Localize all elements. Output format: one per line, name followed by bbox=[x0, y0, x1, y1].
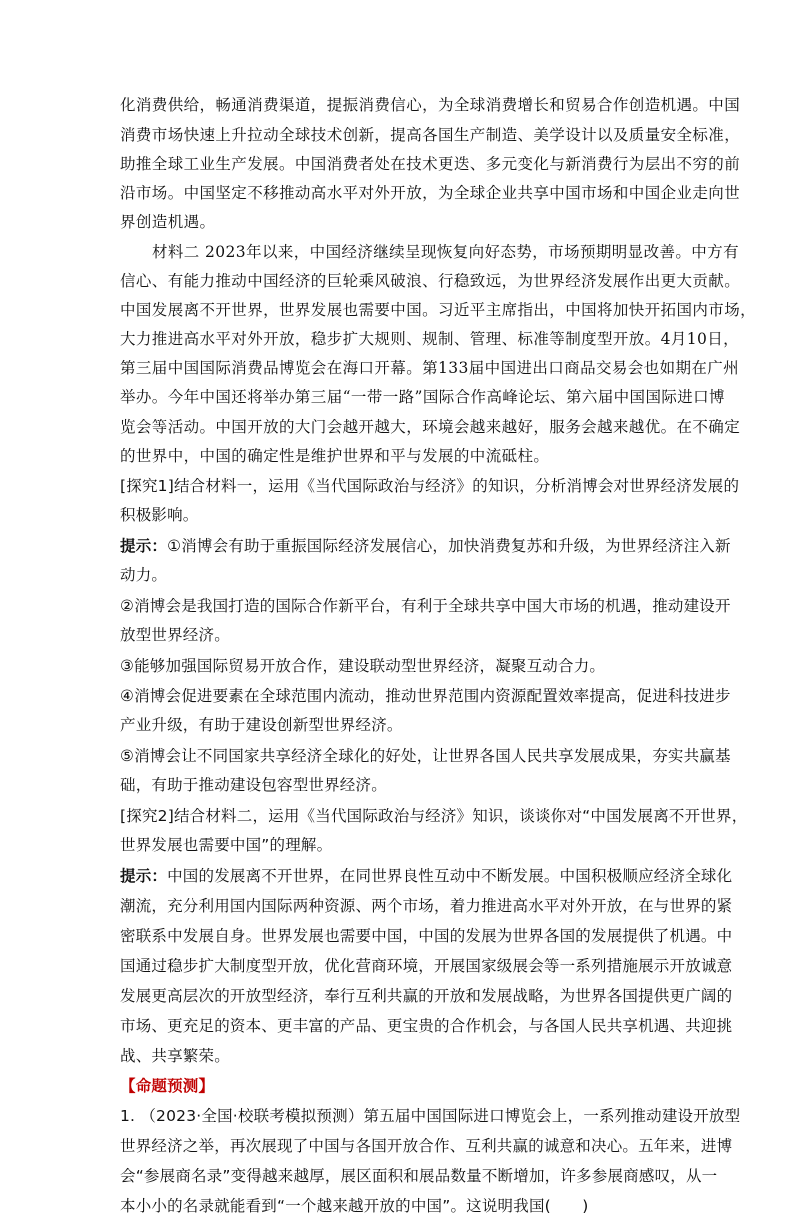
material2-line: 第三届中国国际消费品博览会在海口开幕。第133届中国进出口商品交易会也如期在广州 bbox=[120, 359, 740, 377]
explore2-line: [探究2]结合材料二，运用《当代国际政治与经济》知识，谈谈你对“中国发展离不开世界， bbox=[120, 807, 748, 825]
material1-line: 界创造机遇。 bbox=[120, 213, 216, 231]
hint2-line: 市场、更充足的资本、更丰富的产品、更宝贵的合作机会，与各国人民共享机遇、共迎挑 bbox=[120, 1017, 733, 1035]
hint2-text: 中国的发展离不开世界，在同世界良性互动中不断发展。中国积极顺应经济全球化 bbox=[167, 867, 733, 885]
question1-line: 本小小的名录就能看到“一个越来越开放的中国”。这说明我国( ) bbox=[120, 1197, 589, 1215]
material2-line: 中国发展离不开世界，世界发展也需要中国。习近平主席指出，中国将加快开拓国内市场， bbox=[120, 301, 757, 319]
hint1-line: 动力。 bbox=[120, 566, 168, 584]
question1-line: 1. （2023·全国·校联考模拟预测）第五届中国国际进口博览会上，一系列推动建设开放型 bbox=[120, 1107, 741, 1125]
hint2-line: 密联系中发展自身。世界发展也需要中国，中国的发展为世界各国的发展提供了机遇。中 bbox=[120, 927, 733, 945]
hint1-line: ⑤消博会让不同国家共享经济全球化的好处，让世界各国人民共享发展成果，夯实共赢基 bbox=[120, 747, 731, 765]
material2-line: 信心、有能力推动中国经济的巨轮乘风破浪、行稳致远，为世界经济发展作出更大贡献。 bbox=[120, 272, 741, 290]
material2-line: 大力推进高水平对外开放，稳步扩大规则、规制、管理、标准等制度型开放。4月10日， bbox=[120, 330, 740, 348]
hint1-line: 础，有助于推动建设包容型世界经济。 bbox=[120, 776, 387, 794]
hint1-line: ③能够加强国际贸易开放合作，建设联动型世界经济，凝聚互动合力。 bbox=[120, 657, 606, 675]
question1-line: 会“参展商名录”变得越来越厚，展区面积和展品数量不断增加，许多参展商感叹，从一 bbox=[120, 1167, 718, 1185]
section-title: 【命题预测】 bbox=[120, 1077, 215, 1095]
hint1-text: ①消博会有助于重振国际经济发展信心，加快消费复苏和升级，为世界经济注入新 bbox=[167, 537, 731, 555]
explore1-line: 积极影响。 bbox=[120, 506, 199, 524]
hint-label: 提示： bbox=[120, 867, 168, 885]
material2-line: 材料二 2023年以来，中国经济继续呈现恢复向好态势，市场预期明显改善。中方有 bbox=[152, 243, 739, 261]
explore1-line: [探究1]结合材料一，运用《当代国际政治与经济》的知识，分析消博会对世界经济发展的 bbox=[120, 477, 740, 495]
material2-line: 的世界中，中国的确定性是维护世界和平与发展的中流砥柱。 bbox=[120, 447, 550, 465]
explore2-line: 世界发展也需要中国”的理解。 bbox=[120, 836, 333, 854]
hint1-line: ②消博会是我国打造的国际合作新平台，有利于全球共享中国大市场的机遇，推动建设开 bbox=[120, 597, 731, 615]
material1-line: 化消费供给，畅通消费渠道，提振消费信心，为全球消费增长和贸易合作创造机遇。中国 bbox=[120, 96, 741, 114]
hint2-first-line bbox=[120, 864, 732, 886]
hint2-line: 国通过稳步扩大制度型开放，优化营商环境，开展国家级展会等一系列措施展示开放诚意 bbox=[120, 957, 733, 975]
material2-line: 览会等活动。中国开放的大门会越开越大，环境会越来越好，服务会越来越优。在不确定 bbox=[120, 418, 741, 436]
hint2-line: 潮流，充分利用国内国际两种资源、两个市场，着力推进高水平对外开放，在与世界的紧 bbox=[120, 897, 733, 915]
hint2-line: 战、共享繁荣。 bbox=[120, 1047, 230, 1065]
material2-line: 举办。今年中国还将举办第三届“一带一路”国际合作高峰论坛、第六届中国国际进口博 bbox=[120, 388, 725, 406]
hint1-line: 放型世界经济。 bbox=[120, 626, 230, 644]
hint1-first-line bbox=[120, 534, 731, 556]
material1-line: 消费市场快速上升拉动全球技术创新，提高各国生产制造、美学设计以及质量安全标准， bbox=[120, 126, 741, 144]
question1-line: 世界经济之举，再次展现了中国与各国开放合作、互利共赢的诚意和决心。五年来，进博 bbox=[120, 1137, 733, 1155]
hint2-line: 发展更高层次的开放型经济，奉行互利共赢的开放和发展战略，为世界各国提供更广阔的 bbox=[120, 987, 733, 1005]
material1-line: 沿市场。中国坚定不移推动高水平对外开放，为全球企业共享中国市场和中国企业走向世 bbox=[120, 184, 741, 202]
hint-label: 提示： bbox=[120, 537, 168, 555]
material1-line: 助推全球工业生产发展。中国消费者处在技术更迭、多元变化与新消费行为层出不穷的前 bbox=[120, 155, 741, 173]
hint1-line: 产业升级，有助于建设创新型世界经济。 bbox=[120, 716, 403, 734]
hint1-line: ④消博会促进要素在全球范围内流动，推动世界范围内资源配置效率提高，促进科技进步 bbox=[120, 687, 731, 705]
